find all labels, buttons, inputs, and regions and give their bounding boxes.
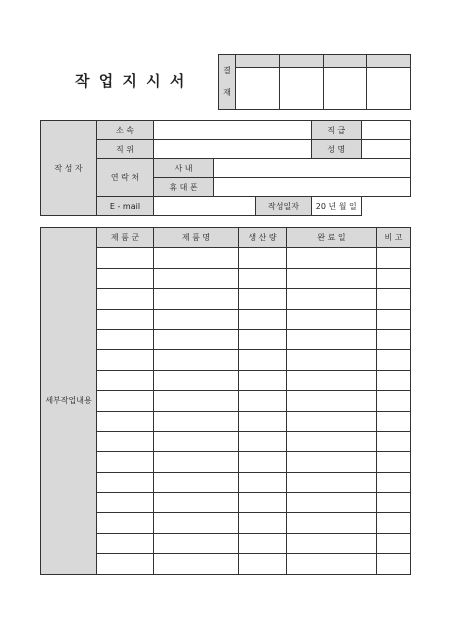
table-cell[interactable] [97, 472, 154, 492]
table-row [41, 370, 411, 390]
table-cell[interactable] [239, 309, 287, 329]
approval-header-cell [236, 55, 280, 68]
table-cell[interactable] [287, 329, 377, 349]
table-cell[interactable] [97, 350, 154, 370]
table-cell[interactable] [239, 554, 287, 574]
table-row [41, 472, 411, 492]
table-cell[interactable] [239, 370, 287, 390]
table-cell[interactable] [287, 309, 377, 329]
table-cell[interactable] [377, 533, 411, 553]
table-cell[interactable] [239, 472, 287, 492]
position-label: 직 위 [97, 140, 154, 159]
approval-header-cell [367, 55, 411, 68]
table-cell[interactable] [287, 493, 377, 513]
table-row [41, 268, 411, 288]
column-header-remarks: 비 고 [377, 228, 411, 248]
table-cell[interactable] [377, 513, 411, 533]
work-table [40, 227, 411, 575]
table-cell[interactable] [97, 329, 154, 349]
table-cell[interactable] [154, 248, 239, 268]
table-cell[interactable] [377, 554, 411, 574]
author-table [40, 120, 411, 216]
table-cell[interactable] [239, 329, 287, 349]
table-row [41, 289, 411, 309]
table-cell[interactable] [154, 452, 239, 472]
table-cell[interactable] [154, 370, 239, 390]
column-header-product-group: 제 품 군 [97, 228, 154, 248]
table-row [41, 309, 411, 329]
table-cell[interactable] [239, 493, 287, 513]
table-cell[interactable] [154, 533, 239, 553]
email-label: E - mail [97, 197, 154, 216]
column-header-product-name: 제 품 명 [154, 228, 239, 248]
table-cell[interactable] [154, 329, 239, 349]
table-cell[interactable] [377, 411, 411, 431]
table-cell[interactable] [287, 268, 377, 288]
approval-label-2: 재 [223, 88, 231, 97]
table-cell[interactable] [154, 350, 239, 370]
table-row [41, 431, 411, 451]
table-row [41, 248, 411, 268]
table-cell[interactable] [377, 391, 411, 411]
position-field[interactable] [154, 140, 312, 159]
table-cell[interactable] [239, 289, 287, 309]
table-cell[interactable] [287, 472, 377, 492]
table-cell[interactable] [287, 533, 377, 553]
table-cell[interactable] [287, 452, 377, 472]
approval-label [219, 55, 236, 110]
table-cell[interactable] [239, 411, 287, 431]
email-field[interactable] [154, 197, 256, 216]
table-row [41, 329, 411, 349]
table-row [41, 493, 411, 513]
table-cell[interactable] [154, 554, 239, 574]
table-cell[interactable] [97, 309, 154, 329]
approval-label-1: 결 [223, 66, 231, 75]
table-cell[interactable] [377, 452, 411, 472]
internal-phone-field[interactable] [214, 159, 411, 178]
table-cell[interactable] [377, 493, 411, 513]
table-cell[interactable] [97, 554, 154, 574]
table-cell[interactable] [377, 268, 411, 288]
table-cell[interactable] [377, 248, 411, 268]
table-cell[interactable] [287, 391, 377, 411]
table-cell[interactable] [239, 391, 287, 411]
table-row [41, 391, 411, 411]
table-cell[interactable] [377, 472, 411, 492]
approval-sign-cell[interactable] [236, 68, 280, 110]
table-cell[interactable] [239, 513, 287, 533]
table-cell[interactable] [239, 533, 287, 553]
table-cell[interactable] [97, 493, 154, 513]
table-cell[interactable] [97, 370, 154, 390]
table-cell[interactable] [377, 431, 411, 451]
table-row [41, 533, 411, 553]
table-cell[interactable] [97, 391, 154, 411]
approval-sign-cell[interactable] [323, 68, 367, 110]
table-cell[interactable] [154, 309, 239, 329]
table-cell[interactable] [154, 411, 239, 431]
table-cell[interactable] [239, 248, 287, 268]
page-title: 작 업 지 시 서 [75, 72, 187, 90]
table-cell[interactable] [154, 513, 239, 533]
table-cell[interactable] [97, 248, 154, 268]
affiliation-field[interactable] [154, 121, 312, 140]
internal-label: 사 내 [154, 159, 214, 178]
table-row [41, 350, 411, 370]
table-cell[interactable] [287, 350, 377, 370]
table-cell[interactable] [287, 513, 377, 533]
column-header-quantity: 생 산 량 [239, 228, 287, 248]
table-cell[interactable] [239, 268, 287, 288]
date-field[interactable]: 20 년 월 일 [312, 197, 361, 216]
mobile-label: 휴 대 폰 [154, 178, 214, 197]
table-row [41, 513, 411, 533]
affiliation-label: 소 속 [97, 121, 154, 140]
table-cell[interactable] [97, 289, 154, 309]
table-row [41, 554, 411, 574]
table-cell[interactable] [287, 411, 377, 431]
work-section-label: 세부작업내용 [41, 228, 97, 575]
table-cell[interactable] [97, 533, 154, 553]
approval-box [218, 54, 411, 110]
table-row [41, 411, 411, 431]
approval-sign-cell[interactable] [367, 68, 411, 110]
name-label: 성 명 [312, 140, 361, 159]
table-cell[interactable] [97, 411, 154, 431]
table-cell[interactable] [154, 391, 239, 411]
mobile-phone-field[interactable] [214, 178, 411, 197]
table-cell[interactable] [154, 472, 239, 492]
table-cell[interactable] [154, 268, 239, 288]
table-cell[interactable] [239, 452, 287, 472]
table-cell[interactable] [287, 431, 377, 451]
table-cell[interactable] [377, 370, 411, 390]
rank-field[interactable] [361, 121, 411, 140]
name-field[interactable] [361, 140, 411, 159]
table-row [41, 452, 411, 472]
table-cell[interactable] [154, 289, 239, 309]
table-cell[interactable] [377, 309, 411, 329]
approval-header-cell [279, 55, 323, 68]
table-cell[interactable] [97, 268, 154, 288]
contact-label: 연 락 처 [97, 159, 154, 197]
table-cell[interactable] [97, 452, 154, 472]
table-cell[interactable] [239, 431, 287, 451]
approval-header-cell [323, 55, 367, 68]
table-cell[interactable] [97, 431, 154, 451]
date-label: 작성일자 [256, 197, 312, 216]
table-cell[interactable] [287, 554, 377, 574]
column-header-completion-date: 완 료 일 [287, 228, 377, 248]
table-cell[interactable] [377, 329, 411, 349]
approval-sign-cell[interactable] [279, 68, 323, 110]
table-cell[interactable] [287, 248, 377, 268]
table-cell[interactable] [377, 350, 411, 370]
table-cell[interactable] [287, 370, 377, 390]
table-cell[interactable] [239, 350, 287, 370]
table-cell[interactable] [377, 289, 411, 309]
table-cell[interactable] [97, 513, 154, 533]
table-cell[interactable] [154, 493, 239, 513]
table-cell[interactable] [154, 431, 239, 451]
author-section-label: 작 성 자 [41, 121, 97, 216]
rank-label: 직 급 [312, 121, 361, 140]
table-cell[interactable] [287, 289, 377, 309]
